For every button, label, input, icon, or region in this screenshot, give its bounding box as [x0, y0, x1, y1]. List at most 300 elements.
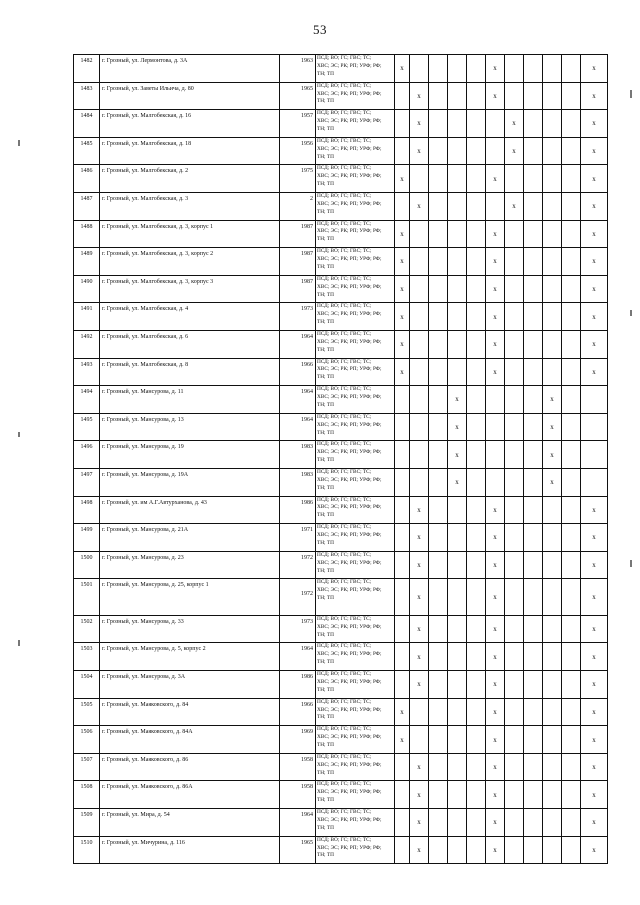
mark-cell-empty: [505, 698, 524, 726]
mark-cell-checked: х: [505, 137, 524, 165]
services-line: ПСД; ВО; ГС; ГВС; ТС;: [317, 275, 372, 282]
construction-year: 1964: [280, 643, 316, 671]
mark-cell-empty: [429, 55, 448, 83]
construction-year: 1964: [280, 809, 316, 837]
mark-cell-empty: [562, 643, 581, 671]
services-line: ТН; ТП: [317, 595, 334, 602]
mark-cell-empty: [524, 551, 543, 579]
mark-cell-empty: [505, 441, 524, 469]
table-row: [74, 386, 608, 414]
row-number: 1487: [74, 192, 100, 220]
services-list: [316, 220, 395, 248]
mark-cell-empty: [467, 524, 486, 552]
mark-cell-empty: [543, 110, 562, 138]
construction-year: 1973: [280, 615, 316, 643]
mark-cell-empty: [524, 643, 543, 671]
mark-cell-empty: [543, 248, 562, 276]
construction-year: 1969: [280, 726, 316, 754]
mark-cell-empty: [429, 165, 448, 193]
mark-cell-empty: [467, 165, 486, 193]
mark-cell-empty: [429, 726, 448, 754]
mark-cell-empty: [562, 441, 581, 469]
mark-cell-empty: [562, 110, 581, 138]
mark-cell-empty: [505, 248, 524, 276]
services-list: [316, 468, 395, 496]
mark-cell-empty: [429, 496, 448, 524]
mark-cell-empty: [410, 165, 429, 193]
services-line: ХВС; ЭС; РК; РП; УРФ; РФ;: [317, 145, 382, 152]
mark-cell-empty: [467, 192, 486, 220]
mark-cell-empty: [524, 248, 543, 276]
building-address: г. Грозный, ул. Мансурова, д. 13: [100, 413, 280, 441]
mark-cell-empty: [429, 330, 448, 358]
services-line: ТН; ТП: [317, 659, 334, 666]
row-number: 1504: [74, 671, 100, 699]
construction-year: 1987: [280, 220, 316, 248]
services-line: ХВС; ЭС; РК; РП; УРФ; РФ;: [317, 532, 382, 538]
mark-cell-empty: [562, 781, 581, 809]
mark-cell-empty: [429, 524, 448, 552]
mark-cell-empty: [581, 413, 608, 441]
services-line: ХВС; ЭС; РК; РП; УРФ; РФ;: [317, 559, 382, 566]
construction-year: 1972: [280, 579, 316, 616]
building-address: г. Грозный, ул. Малгобекская, д. 4: [100, 303, 280, 331]
construction-year: 1964: [280, 330, 316, 358]
row-number: 1495: [74, 413, 100, 441]
mark-cell-empty: [543, 303, 562, 331]
mark-cell-checked: х: [486, 330, 505, 358]
services-list: [316, 643, 395, 671]
mark-cell-empty: [467, 413, 486, 441]
mark-cell-empty: [486, 110, 505, 138]
building-address: г. Грозный, ул. Мансурова, д. 3А: [100, 671, 280, 699]
services-list: [316, 551, 395, 579]
mark-cell-empty: [395, 192, 410, 220]
mark-cell-empty: [505, 809, 524, 837]
building-address: г. Грозный, ул. Мансурова, д. 19А: [100, 468, 280, 496]
mark-cell-empty: [562, 82, 581, 110]
mark-cell-checked: х: [505, 192, 524, 220]
mark-cell-empty: [543, 726, 562, 754]
building-address: г. Грозный, ул. Малгобекская, д. 3, корпус 3: [100, 275, 280, 303]
mark-cell-empty: [429, 110, 448, 138]
mark-cell-empty: [429, 809, 448, 837]
mark-cell-empty: [543, 698, 562, 726]
row-number: 1482: [74, 55, 100, 83]
construction-year: 1965: [280, 836, 316, 864]
building-address: г. Грозный, ул. Маяковского, д. 86А: [100, 781, 280, 809]
mark-cell-empty: [467, 303, 486, 331]
mark-cell-empty: [448, 248, 467, 276]
services-line: ТН; ТП: [317, 852, 334, 859]
services-line: ПСД; ВО; ГС; ГВС; ТС;: [317, 579, 372, 586]
construction-year: 1966: [280, 698, 316, 726]
services-line: ТН; ТП: [317, 236, 334, 243]
mark-cell-checked: х: [486, 303, 505, 331]
mark-cell-empty: [562, 413, 581, 441]
mark-cell-checked: х: [581, 524, 608, 552]
services-line: ПСД; ВО; ГС; ГВС; ТС;: [317, 55, 372, 61]
mark-cell-checked: х: [486, 698, 505, 726]
services-line: ХВС; ЭС; РК; РП; УРФ; РФ;: [317, 706, 382, 713]
building-address: г. Грозный, ул. Мансурова, д. 19: [100, 441, 280, 469]
margin-mark: [18, 140, 20, 146]
mark-cell-empty: [524, 698, 543, 726]
mark-cell-empty: [562, 220, 581, 248]
services-line: ХВС; ЭС; РК; РП; УРФ; РФ;: [317, 421, 382, 428]
mark-cell-empty: [429, 551, 448, 579]
mark-cell-empty: [486, 413, 505, 441]
services-line: ХВС; ЭС; РК; РП; УРФ; РФ;: [317, 62, 382, 69]
mark-cell-empty: [524, 358, 543, 386]
services-line: ТН; ТП: [317, 291, 334, 298]
mark-cell-empty: [410, 468, 429, 496]
table-row: [74, 137, 608, 165]
mark-cell-empty: [505, 413, 524, 441]
construction-year: 1956: [280, 137, 316, 165]
mark-cell-empty: [467, 248, 486, 276]
mark-cell-empty: [410, 220, 429, 248]
services-list: [316, 615, 395, 643]
mark-cell-empty: [448, 220, 467, 248]
mark-cell-empty: [429, 413, 448, 441]
services-line: ТН; ТП: [317, 126, 334, 132]
table-row: [74, 524, 608, 552]
mark-cell-empty: [467, 836, 486, 864]
mark-cell-checked: х: [410, 615, 429, 643]
mark-cell-empty: [505, 524, 524, 552]
mark-cell-empty: [524, 781, 543, 809]
services-list: [316, 110, 395, 138]
mark-cell-empty: [562, 524, 581, 552]
mark-cell-empty: [524, 413, 543, 441]
mark-cell-empty: [505, 330, 524, 358]
mark-cell-empty: [543, 753, 562, 781]
row-number: 1493: [74, 358, 100, 386]
mark-cell-empty: [448, 551, 467, 579]
mark-cell-empty: [524, 753, 543, 781]
mark-cell-checked: х: [395, 248, 410, 276]
services-line: ТН; ТП: [317, 374, 334, 381]
row-number: 1491: [74, 303, 100, 331]
construction-year: 1958: [280, 753, 316, 781]
table-row: [74, 809, 608, 837]
row-number: 1489: [74, 248, 100, 276]
mark-cell-empty: [505, 781, 524, 809]
mark-cell-empty: [467, 441, 486, 469]
table-row: [74, 330, 608, 358]
mark-cell-empty: [505, 836, 524, 864]
table-row: [74, 468, 608, 496]
mark-cell-checked: х: [486, 781, 505, 809]
mark-cell-empty: [505, 303, 524, 331]
building-address: г. Грозный, ул. Маяковского, д. 86: [100, 753, 280, 781]
mark-cell-empty: [562, 330, 581, 358]
mark-cell-checked: х: [486, 836, 505, 864]
mark-cell-empty: [562, 809, 581, 837]
mark-cell-empty: [448, 671, 467, 699]
mark-cell-empty: [467, 781, 486, 809]
mark-cell-checked: х: [486, 753, 505, 781]
mark-cell-empty: [467, 615, 486, 643]
mark-cell-empty: [562, 615, 581, 643]
mark-cell-empty: [410, 386, 429, 414]
mark-cell-empty: [448, 137, 467, 165]
table-row: [74, 110, 608, 138]
mark-cell-checked: х: [410, 671, 429, 699]
row-number: 1485: [74, 137, 100, 165]
building-address: г. Грозный, ул. Мансурова, д. 23: [100, 551, 280, 579]
row-number: 1488: [74, 220, 100, 248]
row-number: 1499: [74, 524, 100, 552]
building-address: г. Грозный, ул. Мансурова, д. 21А: [100, 524, 280, 552]
table-row: [74, 303, 608, 331]
mark-cell-checked: х: [395, 275, 410, 303]
mark-cell-checked: х: [486, 579, 505, 616]
row-number: 1483: [74, 82, 100, 110]
mark-cell-empty: [505, 165, 524, 193]
building-address: г. Грозный, ул. Малгобекская, д. 3, корпус 2: [100, 248, 280, 276]
services-line: ПСД; ВО; ГС; ГВС; ТС;: [317, 468, 372, 475]
services-line: ПСД; ВО; ГС; ГВС; ТС;: [317, 165, 372, 172]
mark-cell-empty: [505, 82, 524, 110]
building-address: г. Грозный, ул. Мансурова, д. 5, корпус 2: [100, 643, 280, 671]
services-line: ХВС; ЭС; РК; РП; УРФ; РФ;: [317, 256, 382, 263]
mark-cell-checked: х: [543, 413, 562, 441]
mark-cell-empty: [486, 386, 505, 414]
mark-cell-checked: х: [486, 671, 505, 699]
mark-cell-empty: [395, 579, 410, 616]
mark-cell-empty: [429, 643, 448, 671]
row-number: 1496: [74, 441, 100, 469]
mark-cell-empty: [543, 330, 562, 358]
mark-cell-empty: [448, 726, 467, 754]
mark-cell-empty: [505, 615, 524, 643]
table-row: [74, 165, 608, 193]
services-list: [316, 496, 395, 524]
services-line: ПСД; ВО; ГС; ГВС; ТС;: [317, 220, 372, 227]
services-line: ТН; ТП: [317, 797, 334, 804]
services-line: ПСД; ВО; ГС; ГВС; ТС;: [317, 809, 372, 816]
mark-cell-empty: [448, 165, 467, 193]
services-list: [316, 386, 395, 414]
mark-cell-checked: х: [448, 386, 467, 414]
mark-cell-empty: [524, 671, 543, 699]
mark-cell-empty: [448, 55, 467, 83]
mark-cell-empty: [395, 468, 410, 496]
table-row: [74, 551, 608, 579]
mark-cell-checked: х: [581, 110, 608, 138]
building-address: г. Грозный, ул. Мира, д. 54: [100, 809, 280, 837]
services-line: ХВС; ЭС; РК; РП; УРФ; РФ;: [317, 651, 382, 658]
mark-cell-empty: [467, 386, 486, 414]
mark-cell-empty: [395, 753, 410, 781]
mark-cell-empty: [429, 220, 448, 248]
mark-cell-empty: [467, 110, 486, 138]
mark-cell-empty: [448, 615, 467, 643]
mark-cell-empty: [562, 192, 581, 220]
mark-cell-empty: [448, 524, 467, 552]
building-address: г. Грозный, ул. Малгобекская, д. 2: [100, 165, 280, 193]
services-line: ПСД; ВО; ГС; ГВС; ТС;: [317, 441, 372, 448]
mark-cell-empty: [543, 496, 562, 524]
table-row: [74, 781, 608, 809]
mark-cell-empty: [429, 275, 448, 303]
mark-cell-checked: х: [486, 524, 505, 552]
mark-cell-checked: х: [581, 303, 608, 331]
mark-cell-empty: [467, 809, 486, 837]
table-row: [74, 615, 608, 643]
mark-cell-checked: х: [410, 137, 429, 165]
services-list: [316, 248, 395, 276]
mark-cell-checked: х: [505, 110, 524, 138]
mark-cell-empty: [467, 82, 486, 110]
mark-cell-empty: [448, 781, 467, 809]
construction-year: 1964: [280, 413, 316, 441]
mark-cell-empty: [543, 551, 562, 579]
mark-cell-empty: [562, 698, 581, 726]
services-line: ХВС; ЭС; РК; РП; УРФ; РФ;: [317, 90, 382, 97]
mark-cell-checked: х: [410, 579, 429, 616]
services-line: ТН; ТП: [317, 512, 334, 519]
mark-cell-checked: х: [395, 330, 410, 358]
mark-cell-empty: [543, 275, 562, 303]
mark-cell-checked: х: [410, 524, 429, 552]
mark-cell-empty: [562, 836, 581, 864]
services-list: [316, 753, 395, 781]
mark-cell-checked: х: [410, 781, 429, 809]
mark-cell-empty: [429, 82, 448, 110]
mark-cell-empty: [562, 496, 581, 524]
mark-cell-empty: [395, 524, 410, 552]
mark-cell-empty: [395, 781, 410, 809]
mark-cell-empty: [543, 781, 562, 809]
mark-cell-empty: [467, 496, 486, 524]
mark-cell-empty: [467, 726, 486, 754]
margin-mark: [630, 90, 632, 98]
mark-cell-checked: х: [486, 358, 505, 386]
row-number: 1510: [74, 836, 100, 864]
services-line: ХВС; ЭС; РК; РП; УРФ; РФ;: [317, 504, 382, 511]
mark-cell-empty: [562, 165, 581, 193]
mark-cell-checked: х: [486, 248, 505, 276]
mark-cell-empty: [467, 358, 486, 386]
mark-cell-empty: [429, 615, 448, 643]
mark-cell-empty: [581, 468, 608, 496]
mark-cell-empty: [543, 671, 562, 699]
mark-cell-checked: х: [486, 809, 505, 837]
construction-year: 1987: [280, 248, 316, 276]
services-line: ТН; ТП: [317, 631, 334, 638]
services-line: ХВС; ЭС; РК; РП; УРФ; РФ;: [317, 587, 382, 594]
mark-cell-empty: [410, 441, 429, 469]
mark-cell-checked: х: [581, 275, 608, 303]
services-line: ХВС; ЭС; РК; РП; УРФ; РФ;: [317, 623, 382, 630]
mark-cell-empty: [448, 496, 467, 524]
building-register-table: [73, 54, 608, 864]
table-row: [74, 275, 608, 303]
mark-cell-checked: х: [486, 615, 505, 643]
services-line: ХВС; ЭС; РК; РП; УРФ; РФ;: [317, 283, 382, 290]
row-number: 1507: [74, 753, 100, 781]
margin-mark: [630, 560, 632, 567]
mark-cell-empty: [429, 303, 448, 331]
mark-cell-empty: [524, 386, 543, 414]
mark-cell-empty: [562, 248, 581, 276]
mark-cell-empty: [429, 753, 448, 781]
services-line: ХВС; ЭС; РК; РП; УРФ; РФ;: [317, 761, 382, 768]
mark-cell-checked: х: [581, 192, 608, 220]
mark-cell-empty: [524, 275, 543, 303]
mark-cell-checked: х: [486, 220, 505, 248]
building-address: г. Грозный, ул. Малгобекская, д. 3, корпус 1: [100, 220, 280, 248]
mark-cell-checked: х: [581, 698, 608, 726]
mark-cell-empty: [429, 248, 448, 276]
services-line: ПСД; ВО; ГС; ГВС; ТС;: [317, 671, 372, 678]
mark-cell-checked: х: [395, 726, 410, 754]
mark-cell-empty: [524, 137, 543, 165]
mark-cell-checked: х: [486, 551, 505, 579]
mark-cell-checked: х: [581, 55, 608, 83]
table-row: [74, 55, 608, 83]
mark-cell-empty: [467, 220, 486, 248]
services-list: [316, 671, 395, 699]
mark-cell-empty: [395, 551, 410, 579]
services-line: ХВС; ЭС; РК; РП; УРФ; РФ;: [317, 789, 382, 796]
mark-cell-empty: [410, 275, 429, 303]
row-number: 1497: [74, 468, 100, 496]
mark-cell-checked: х: [410, 192, 429, 220]
mark-cell-empty: [505, 275, 524, 303]
construction-year: 1966: [280, 358, 316, 386]
mark-cell-empty: [505, 496, 524, 524]
building-address: г. Грозный, ул. Мичурина, д. 116: [100, 836, 280, 864]
services-line: ХВС; ЭС; РК; РП; УРФ; РФ;: [317, 338, 382, 345]
margin-mark: [630, 310, 632, 316]
mark-cell-empty: [448, 698, 467, 726]
building-address: г. Грозный, ул. Заветы Ильича, д. 80: [100, 82, 280, 110]
services-line: ХВС; ЭС; РК; РП; УРФ; РФ;: [317, 173, 382, 180]
services-line: ТН; ТП: [317, 346, 334, 353]
mark-cell-empty: [467, 551, 486, 579]
construction-year: 1964: [280, 386, 316, 414]
mark-cell-checked: х: [486, 496, 505, 524]
mark-cell-checked: х: [395, 303, 410, 331]
services-list: [316, 698, 395, 726]
mark-cell-checked: х: [581, 579, 608, 616]
table-row: [74, 248, 608, 276]
building-address: г. Грозный, ул. Мансурова, д. 11: [100, 386, 280, 414]
mark-cell-empty: [562, 275, 581, 303]
mark-cell-checked: х: [448, 441, 467, 469]
mark-cell-empty: [395, 671, 410, 699]
services-line: ХВС; ЭС; РК; РП; УРФ; РФ;: [317, 200, 382, 207]
services-line: ХВС; ЭС; РК; РП; УРФ; РФ;: [317, 816, 382, 823]
mark-cell-empty: [524, 441, 543, 469]
mark-cell-checked: х: [410, 551, 429, 579]
services-line: ХВС; ЭС; РК; РП; УРФ; РФ;: [317, 449, 382, 456]
mark-cell-empty: [543, 55, 562, 83]
mark-cell-checked: х: [486, 726, 505, 754]
row-number: 1505: [74, 698, 100, 726]
mark-cell-checked: х: [410, 643, 429, 671]
mark-cell-empty: [467, 468, 486, 496]
mark-cell-empty: [467, 55, 486, 83]
mark-cell-empty: [429, 192, 448, 220]
row-number: 1498: [74, 496, 100, 524]
mark-cell-empty: [395, 110, 410, 138]
mark-cell-empty: [524, 726, 543, 754]
